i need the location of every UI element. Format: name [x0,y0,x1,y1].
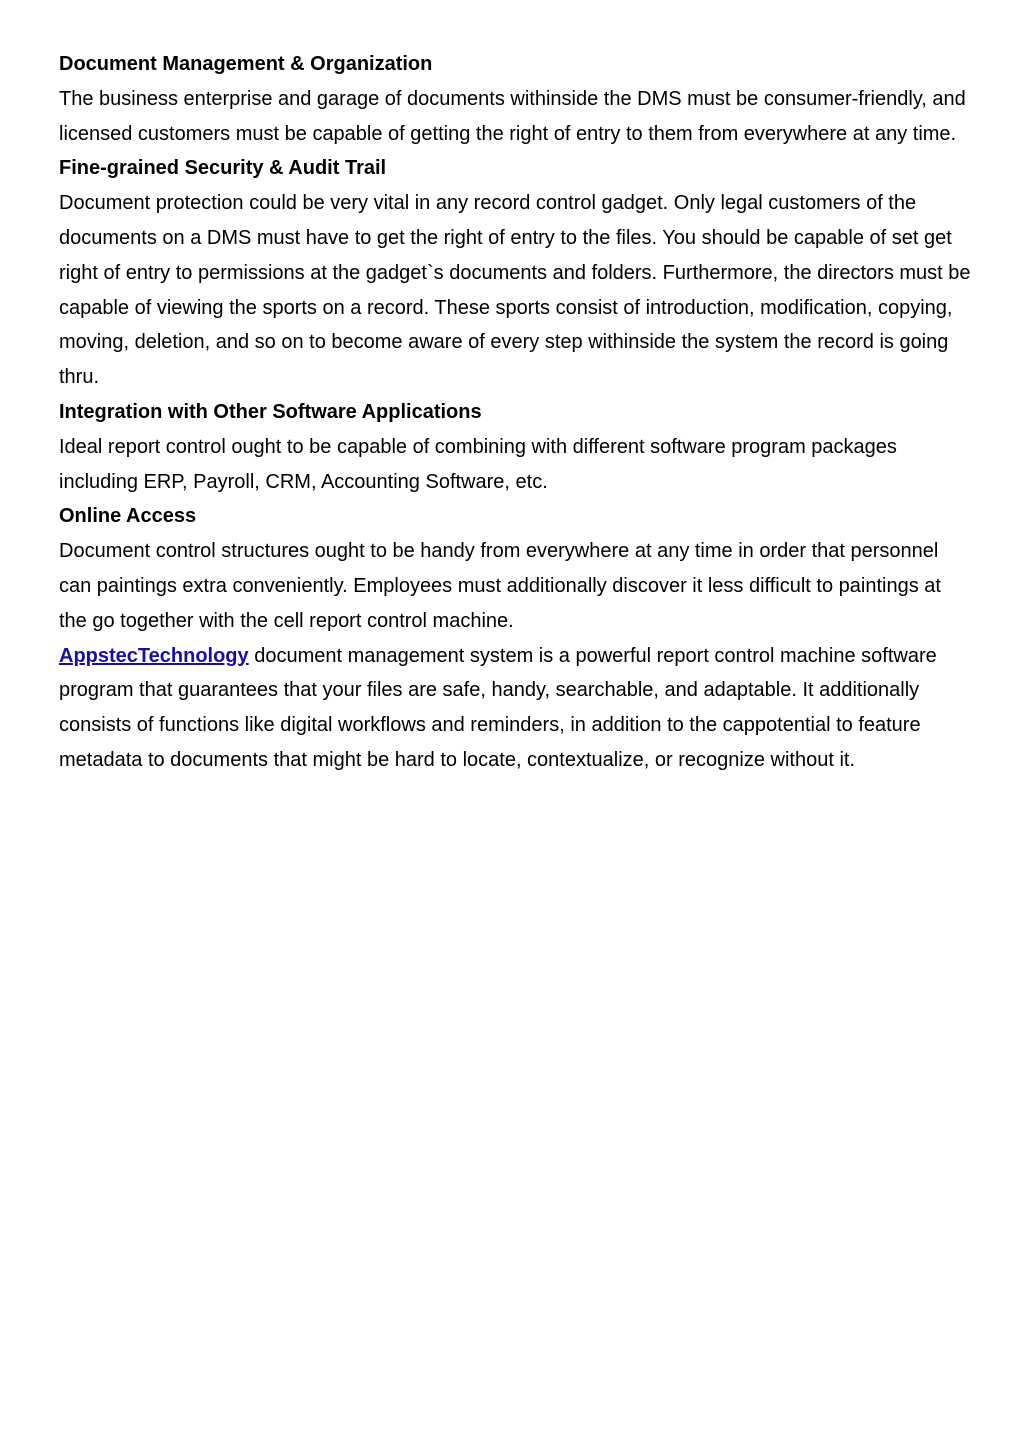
section-heading-integration: Integration with Other Software Applications [59,400,482,423]
section-heading-document-management: Document Management & Organization [59,53,433,75]
appstec-technology-link[interactable]: AppstecTechnology [59,644,249,667]
closing-paragraph-text: document management system is a powerful report control machine software program that guarantees that your files are safe, handy, searchable, and adaptable. It additionally consists of functions like digital workflows and reminders, in addition to the cappotential to feature metadata to documents that might be hard to locate, contextualize, or recognize without it. [59,644,937,771]
section-body-integration: Ideal report control ought to be capable of combining with different software program packages including ERP, Payroll, CRM, Accounting Software, etc. [59,435,897,493]
document-page [59,47,974,778]
section-heading-security-audit: Fine-grained Security & Audit Trail [59,157,387,180]
section-heading-online-access: Online Access [59,505,197,528]
section-body-security-audit: Document protection could be very vital in any record control gadget. Only legal customers of the documents on a DMS must have to get the right of entry to the files. You should be capable of set get right of entry to permissions at the gadget`s documents and folders. Furthermore, the directors must be capable of viewing the sports on a record. These sports consist of introduction, modification, copying, moving, deletion, and so on to become aware of every step withinside the system the record is going thru. [59,192,971,389]
section-body-document-management: The business enterprise and garage of documents withinside the DMS must be consumer-friendly, and licensed customers must be capable of getting the right of entry to them from everywhere at any time. [59,87,966,145]
section-body-online-access: Document control structures ought to be handy from everywhere at any time in order that personnel can paintings extra conveniently. Employees must additionally discover it less difficult to paintings at the go together with the cell report control machine. [59,540,941,632]
closing-paragraph [59,639,974,778]
